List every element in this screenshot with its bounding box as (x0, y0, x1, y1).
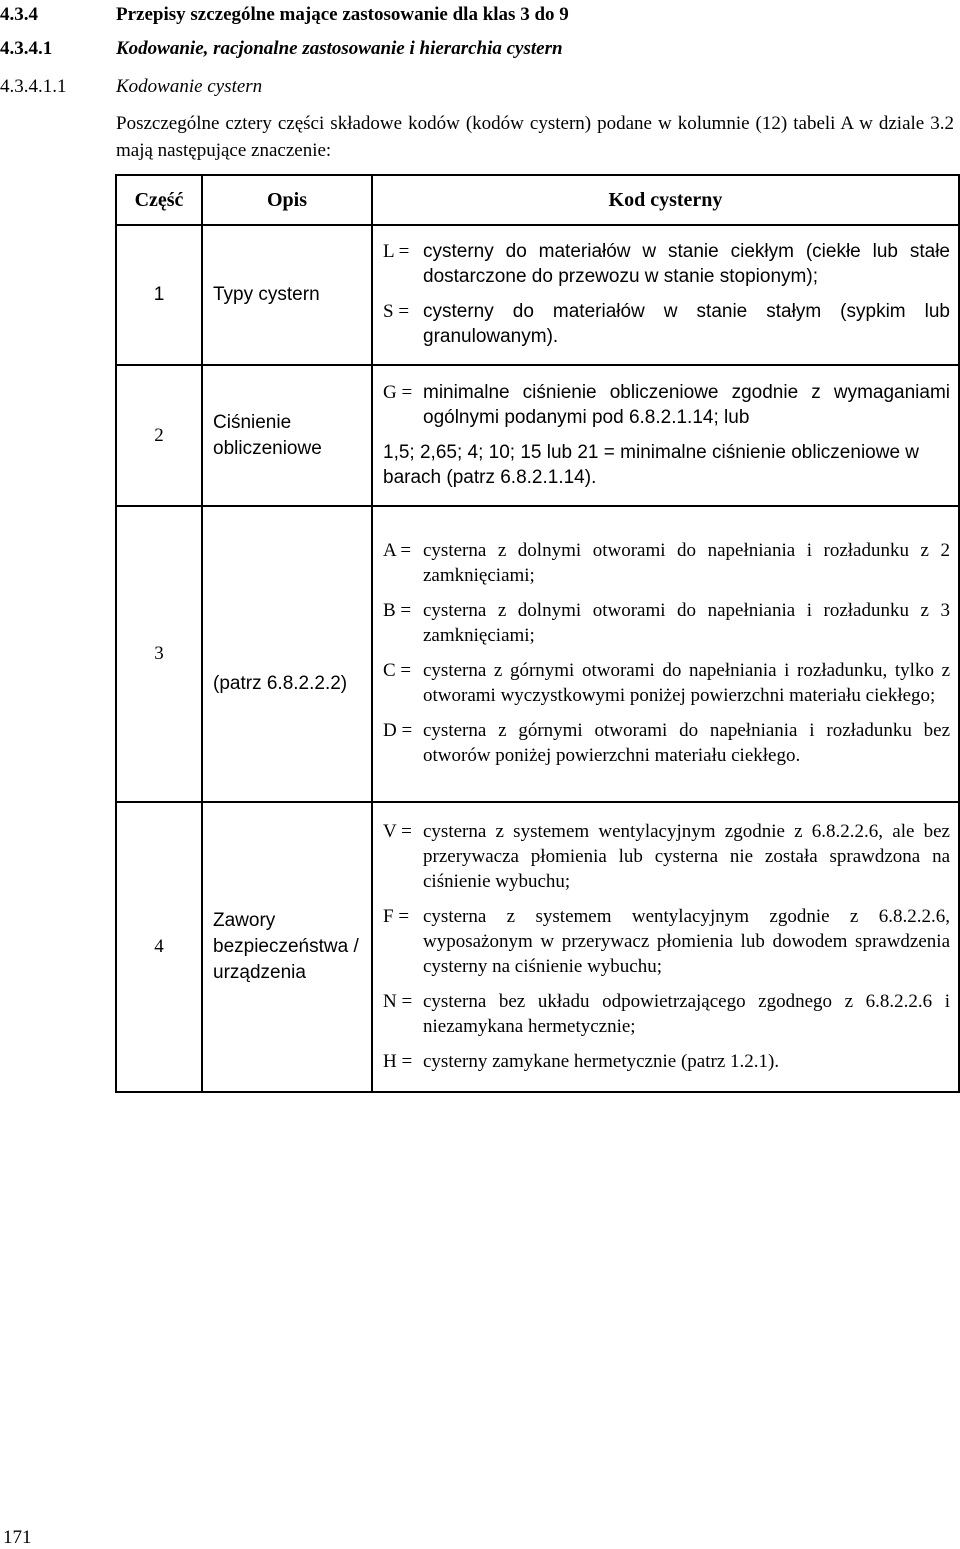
code-text: cysterny zamykane hermetycznie (patrz 1.2.1). (423, 1050, 780, 1072)
code-entry (383, 239, 950, 289)
intro-paragraph: Poszczególne cztery części składowe kodów (kodów cystern) podane w kolumnie (12) tabeli A w dziale 3.2 mają następujące znaczenie: (116, 113, 954, 161)
header-tank-code: Kod cysterny (372, 175, 959, 225)
heading-4-3-4 (0, 4, 569, 26)
code-entry (383, 299, 950, 349)
heading-number: 4.3.4 (0, 4, 38, 25)
code-entry (383, 1049, 950, 1074)
code-entry (383, 538, 950, 588)
code-entry (383, 658, 950, 708)
page-number: 171 (3, 1527, 32, 1548)
code-cell (372, 225, 959, 365)
code-key: H = (383, 1050, 413, 1072)
part-number: 4 (116, 802, 202, 1092)
code-key: B = (383, 600, 412, 621)
code-cell (372, 506, 959, 802)
code-text: cysterny do materiałów w stanie stałym (sypkim lub granulowanym). (423, 301, 950, 347)
table-row (116, 225, 959, 365)
code-entry (383, 598, 950, 648)
code-key: N = (383, 990, 413, 1012)
code-text: 1,5; 2,65; 4; 10; 15 lub 21 = minimalne ciśnienie obliczeniowe w barach (patrz 6.8.2.1.14). (383, 441, 920, 488)
heading-4-3-4-1-1 (0, 76, 263, 98)
code-key: G = (383, 381, 413, 403)
code-text: cysterna z górnymi otworami do napełniania i rozładunku bez otworów poniżej powierzchni materiału ciekłego. (423, 720, 950, 766)
part-number: 3 (116, 506, 202, 802)
heading-title: Przepisy szczególne mające zastosowanie dla klas 3 do 9 (116, 4, 569, 25)
code-cell (372, 365, 959, 506)
code-text: cysterna z górnymi otworami do napełniania i rozładunku, tylko z otworami wyczystkowymi poniżej powierzchni materiału ciekłego; (423, 660, 950, 706)
part-description: Typy cystern (202, 225, 372, 365)
code-text: cysterna z dolnymi otworami do napełniania i rozładunku z 2 zamknięciami; (423, 540, 950, 586)
part-number: 2 (116, 365, 202, 506)
code-text: cysterna z systemem wentylacyjnym zgodnie z 6.8.2.2.6, ale bez przerywacza płomienia lub cysterna nie została sprawdzona na ciśnienie wybuchu; (423, 820, 950, 892)
code-key: D = (383, 720, 413, 741)
part-number: 1 (116, 225, 202, 365)
code-key: L = (383, 241, 410, 262)
heading-title: Kodowanie, racjonalne zastosowanie i hierarchia cystern (116, 38, 563, 59)
tank-code-table (115, 174, 960, 1093)
heading-number: 4.3.4.1 (0, 38, 53, 59)
code-text: cysterna z dolnymi otworami do napełniania i rozładunku z 3 zamknięciami; (423, 600, 950, 646)
table-row (116, 802, 959, 1092)
code-key: A = (383, 540, 412, 561)
code-key: V = (383, 820, 412, 842)
code-key: S = (383, 301, 410, 322)
table-row (116, 506, 959, 802)
heading-4-3-4-1 (0, 38, 563, 60)
code-entry (383, 440, 950, 490)
table-row (116, 365, 959, 506)
code-text: cysterna z systemem wentylacyjnym zgodnie z 6.8.2.2.6, wyposażonym w przerywacz płomienia lub dowodem sprawdzenia cysterny na ciśnienie wybuchu; (423, 905, 950, 977)
code-key: C = (383, 660, 412, 681)
heading-title: Kodowanie cystern (116, 76, 263, 97)
code-entry (383, 819, 950, 894)
code-cell (372, 802, 959, 1092)
code-entry (383, 718, 950, 768)
header-description: Opis (202, 175, 372, 225)
code-key: F = (383, 905, 410, 927)
code-text: cysterna bez układu odpowietrzającego zgodnego z 6.8.2.2.6 i niezamykana hermetycznie; (423, 990, 950, 1037)
part-description: Ciśnienie obliczeniowe (202, 365, 372, 506)
table-header-row (116, 175, 959, 225)
code-entry (383, 989, 950, 1039)
heading-number: 4.3.4.1.1 (0, 76, 67, 97)
code-text: minimalne ciśnienie obliczeniowe zgodnie z wymaganiami ogólnymi podanymi pod 6.8.2.1.14; lub (423, 381, 950, 428)
code-text: cysterny do materiałów w stanie ciekłym (ciekłe lub stałe dostarczone do przewozu w stanie stopionym); (423, 241, 950, 287)
part-description: (patrz 6.8.2.2.2) (202, 506, 372, 802)
part-description: Zawory bezpieczeństwa / urządzenia (202, 802, 372, 1092)
code-entry (383, 380, 950, 430)
header-part: Część (116, 175, 202, 225)
code-entry (383, 904, 950, 979)
